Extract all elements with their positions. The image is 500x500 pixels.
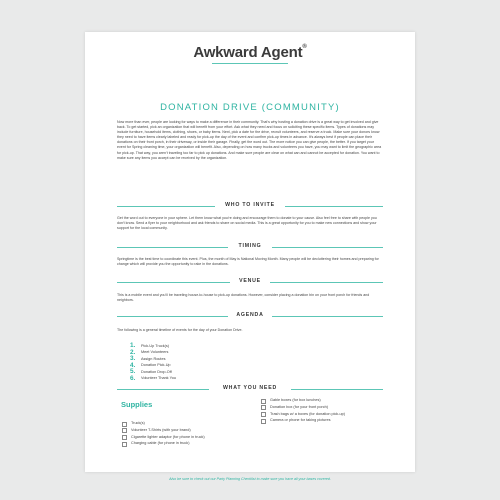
agenda-number: 1. bbox=[130, 342, 136, 349]
checklist-text: Cigarette lighter adaptor (for phone in truck) bbox=[131, 434, 205, 439]
checkbox[interactable] bbox=[122, 422, 127, 427]
heading-label: WHAT YOU NEED bbox=[222, 385, 277, 391]
checklist-item bbox=[261, 405, 391, 412]
logo-underline bbox=[212, 63, 288, 64]
agenda-text: Assign Routes bbox=[141, 356, 166, 361]
checkbox[interactable] bbox=[122, 428, 127, 433]
supplies-heading: Supplies bbox=[121, 400, 153, 409]
supplies-list-left bbox=[122, 421, 252, 448]
trademark-symbol: ® bbox=[302, 44, 307, 50]
checklist-text: Camera or phone for taking pictures bbox=[270, 418, 331, 423]
page-title: DONATION DRIVE (COMMUNITY) bbox=[160, 102, 340, 113]
agenda-text: Volunteer Thank You bbox=[141, 376, 176, 380]
agenda-number: 5. bbox=[130, 368, 136, 375]
agenda-text: Donation Pick-Up bbox=[141, 363, 171, 367]
agenda-number: 6. bbox=[130, 374, 136, 382]
heading-label: VENUE bbox=[239, 278, 261, 284]
timing-paragraph: Springtime is the best time to coordinate this event. Plus, the month of May is National Moving Month. Many people will be decluttering their homes and preparing for change which will provide you the opportunity to rake in the donations. bbox=[117, 257, 379, 267]
agenda-text: Pick-Up Truck(s) bbox=[141, 343, 170, 348]
checkbox[interactable] bbox=[122, 442, 127, 447]
supplies-list-right bbox=[261, 398, 391, 425]
checkbox[interactable] bbox=[261, 419, 266, 424]
footer-note: Also be sure to check out our Party Planning Checklist to make sure you have all your bases covered. bbox=[169, 477, 331, 481]
checklist-item bbox=[261, 412, 391, 419]
checklist-text: Trash bags w/ a boxes (for donation pick-up) bbox=[270, 411, 345, 416]
checklist-text: Gable boxes (for box lunches) bbox=[270, 398, 321, 402]
agenda-text: Meet Volunteers bbox=[141, 350, 169, 354]
brand-logo bbox=[85, 44, 415, 61]
intro-paragraph: Now more than ever, people are looking for ways to make a difference in their community. That's why hosting a donation drive is a great way to get involved and give back. To get started, pick an organization that will benefit from your effort. Ask what they need and focus on soliciting these specific items. Types of donations may include furniture, household items, clothing, shoes, or baby items. Next, pick a date for the drive, recruit volunteers, and reserve a truck. Make sure your donors know they need to have items clearly labeled and ready for pick-up the day of the event and confirm pick-up times in advance. It's always best if people can place their donations on their front porch, in their driveway, or inside their garage. Finally, get the word out. The more notice you can give people, the better. If you target your event for Spring cleaning time, your organization will benefit. Also, depending on how many trucks and volunteers you have, you may want to limit the geographic area for pick-up. That way, you aren't traveling too far to pick up donations. And make sure people are clear on what can and cannot be accepted for donation. You want to make sure any items you accept can be received by the organization. bbox=[117, 120, 382, 160]
checkbox[interactable] bbox=[261, 412, 266, 417]
section-heading-timing bbox=[117, 243, 383, 251]
section-heading-venue bbox=[117, 278, 383, 286]
heading-label: TIMING bbox=[238, 243, 262, 249]
checklist-text: Volunteer T-Shirts (with your brand) bbox=[131, 427, 191, 432]
checklist-item bbox=[122, 421, 252, 428]
section-heading-agenda bbox=[117, 312, 383, 320]
checkbox[interactable] bbox=[122, 435, 127, 440]
document-page bbox=[85, 32, 415, 481]
agenda-intro: The following is a general timeline of events for the day of your Donation Drive. bbox=[117, 328, 243, 332]
section-heading-invite bbox=[117, 202, 383, 210]
checkbox[interactable] bbox=[261, 405, 266, 410]
agenda-item bbox=[130, 376, 330, 383]
agenda-number: 4. bbox=[130, 361, 136, 369]
section-heading-needs bbox=[117, 385, 383, 393]
agenda-text: Donation Drop-Off bbox=[141, 369, 172, 374]
checklist-item bbox=[122, 441, 252, 448]
checklist-text: Donation box (for your front porch) bbox=[270, 404, 329, 409]
heading-label: WHO TO INVITE bbox=[225, 202, 275, 208]
agenda-number: 2. bbox=[130, 348, 136, 356]
checklist-item bbox=[261, 398, 391, 405]
checklist-text: Charging cable (for phone in truck) bbox=[131, 441, 190, 446]
checklist-item bbox=[261, 418, 391, 425]
agenda-list bbox=[130, 343, 330, 382]
agenda-number: 3. bbox=[130, 355, 136, 362]
heading-label: AGENDA bbox=[236, 312, 264, 318]
venue-paragraph: This is a mobile event and you'll be traveling house-to-house to pick-up donations. However, consider placing a donation bin on your front porch for friends and neighbors. bbox=[117, 293, 370, 303]
checklist-item bbox=[122, 435, 252, 442]
checkbox[interactable] bbox=[261, 399, 266, 404]
invite-paragraph: Get the word out to everyone in your sphere. Let them know what you're doing and encourage them to donate to your cause. Also feel free to share with people you don't know. Send a flyer to your neighborhood and ask friends to share on social media. This is a great opportunity for you to make new connections and show your support for the local community. bbox=[117, 216, 377, 231]
checklist-item bbox=[122, 428, 252, 435]
brand-name: Awkward Agent bbox=[193, 44, 303, 61]
checklist-text: Truck(s) bbox=[131, 421, 145, 425]
